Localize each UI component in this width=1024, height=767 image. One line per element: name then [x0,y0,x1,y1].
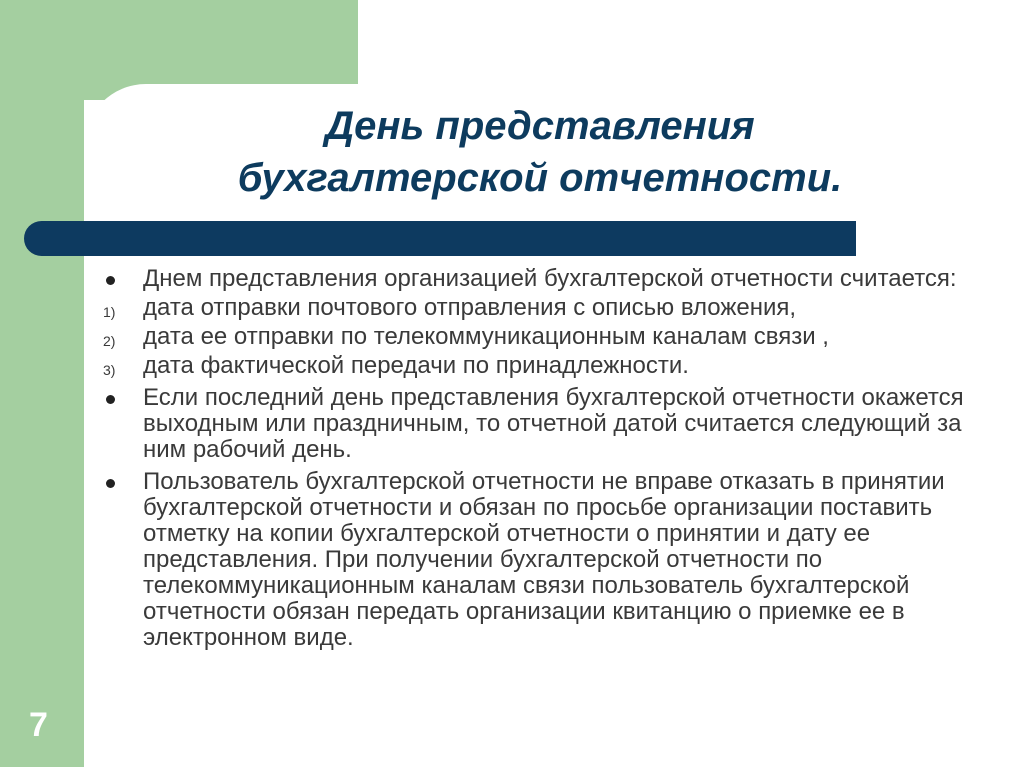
slide-body [100,262,1000,651]
list-item [100,469,1000,651]
list-number: 2) [103,333,116,349]
list-item [100,295,1000,321]
bullet-dot [106,395,115,404]
slide-title-line-2: бухгалтерской отчетности. [237,156,843,200]
list-item-text: Пользователь бухгалтерской отчетности не вправе отказать в принятии бухгалтерской отчетности и обязан по просьбе организации поставить отметку на копии бухгалтерской отчетности о принятии и дату ее представления. При получении бухгалтерской отчетности по телекоммуникационным каналам связи пользователь бухгалтерской отчетности обязан передать организации квитанцию о приемке ее в электронном виде. [143,468,945,651]
list-item [100,353,1000,379]
list-item-text: Днем представления организацией бухгалтерской отчетности считается: [143,265,957,292]
slide-title-line-1: День представления [325,104,755,148]
list-number: 3) [103,362,116,378]
list-number: 1) [103,304,116,320]
title-divider-bar [24,221,856,256]
list-item-text: дата фактической передачи по принадлежности. [143,352,689,379]
list-item-text: дата отправки почтового отправления с описью вложения, [143,294,797,321]
list-item-text: дата ее отправки по телекоммуникационным каналам связи , [143,323,829,350]
bullet-dot [106,276,115,285]
green-side-band [0,0,84,767]
list-item-text: Если последний день представления бухгалтерской отчетности окажется выходным или праздничным, то отчетной датой считается следующий за ним рабочий день. [143,384,964,463]
slide-title [150,100,930,204]
list-item [100,385,1000,463]
page-number: 7 [29,706,48,744]
bullet-dot [106,479,115,488]
list-item [100,266,1000,292]
list-item [100,324,1000,350]
